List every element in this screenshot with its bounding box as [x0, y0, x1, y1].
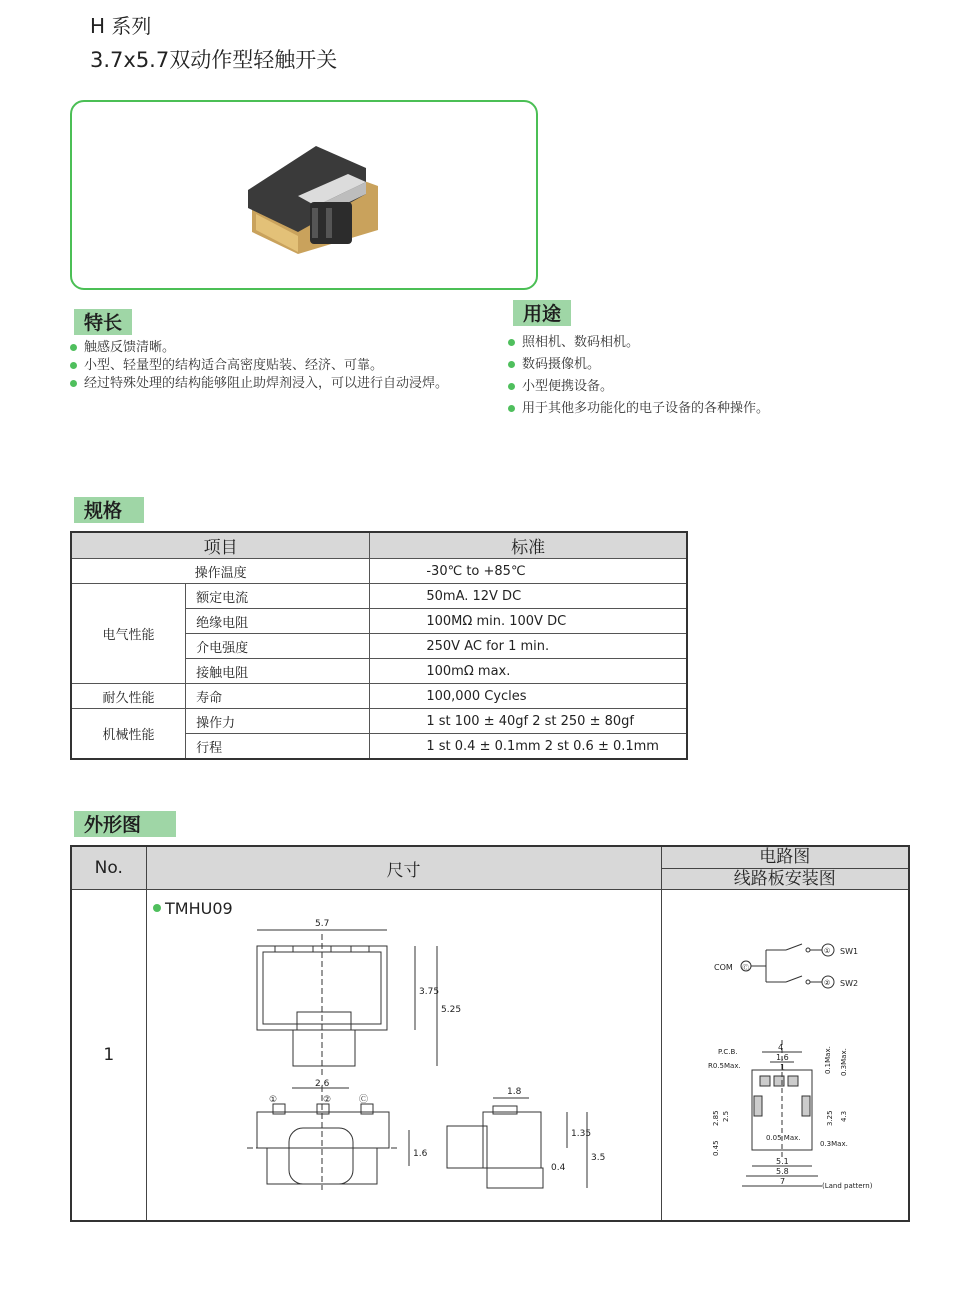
svg-text:5.8: 5.8 [775, 1167, 789, 1176]
spec-label: 寿命 [186, 684, 370, 709]
product-photo [72, 102, 536, 288]
svg-text:2.6: 2.6 [314, 1079, 329, 1089]
svg-text:2.85: 2.85 [711, 1110, 720, 1126]
col-pcb-header: 线路板安装图 [661, 868, 909, 890]
spec-value: 100mΩ max. [370, 659, 687, 684]
spec-label: 介电强度 [186, 634, 370, 659]
svg-text:4: 4 [777, 1043, 783, 1052]
product-photo-frame [70, 100, 538, 290]
spec-label: 绝缘电阻 [186, 609, 370, 634]
svg-text:1.8: 1.8 [506, 1087, 521, 1097]
spec-table [70, 531, 688, 760]
svg-text:0.3Max.: 0.3Max. [839, 1048, 848, 1076]
spec-group: 电气性能 [71, 584, 186, 684]
spec-label: 额定电流 [186, 584, 370, 609]
svg-text:0.05 Max.: 0.05 Max. [765, 1134, 801, 1142]
list-item: 照相机、数码相机。 [508, 332, 928, 354]
svg-text:0.4: 0.4 [550, 1163, 565, 1173]
svg-text:2.5: 2.5 [721, 1110, 730, 1122]
bullet-icon [508, 339, 515, 346]
table-header-row [71, 532, 687, 559]
svg-text:5.25: 5.25 [440, 1005, 461, 1015]
svg-text:3.5: 3.5 [590, 1153, 605, 1163]
dimension-cell [146, 890, 661, 1222]
svg-text:②: ② [322, 1095, 331, 1105]
spec-label: 接触电阻 [186, 659, 370, 684]
list-item: 用于其他多功能化的电子设备的各种操作。 [508, 398, 928, 420]
svg-text:1.6: 1.6 [775, 1053, 789, 1062]
circuit-diagram [741, 944, 834, 988]
spec-value: 100,000 Cycles [370, 684, 687, 709]
table-row [71, 709, 687, 734]
table-row [71, 684, 687, 709]
spec-label: 操作力 [186, 709, 370, 734]
features-heading: 特长 [74, 309, 132, 335]
svg-text:①: ① [823, 947, 830, 955]
svg-text:R0.5Max.: R0.5Max. [707, 1062, 741, 1070]
col-no-header: No. [71, 846, 146, 890]
features-list [70, 339, 500, 393]
table-row [71, 559, 687, 584]
svg-text:Ⓒ: Ⓒ [358, 1095, 368, 1105]
svg-text:②: ② [823, 979, 830, 987]
svg-text:(Land pattern): (Land pattern) [821, 1182, 872, 1190]
circuit-cell [661, 890, 909, 1222]
table-row [71, 890, 909, 1222]
spec-group: 耐久性能 [71, 684, 186, 709]
specs-heading: 规格 [74, 497, 144, 523]
side-view [447, 1098, 587, 1188]
row-number: 1 [71, 890, 146, 1222]
col-dimension-header: 尺寸 [146, 846, 661, 890]
svg-text:P.C.B.: P.C.B. [717, 1048, 737, 1056]
spec-value: 250V AC for 1 min. [370, 634, 687, 659]
bullet-icon [70, 362, 77, 369]
svg-text:SW2: SW2 [839, 979, 858, 988]
bullet-icon [508, 383, 515, 390]
outline-table [70, 845, 910, 1222]
table-row [71, 584, 687, 609]
spec-group: 机械性能 [71, 709, 186, 760]
applications-heading: 用途 [513, 300, 571, 326]
spec-label: 行程 [186, 734, 370, 760]
col-item-header: 项目 [71, 532, 370, 559]
dimension-drawing [147, 890, 660, 1215]
bullet-icon [508, 405, 515, 412]
spec-value: 1 st 0.4 ± 0.1mm 2 st 0.6 ± 0.1mm [370, 734, 687, 760]
bullet-icon [70, 344, 77, 351]
svg-text:7: 7 [779, 1177, 785, 1186]
bullet-icon [70, 380, 77, 387]
svg-text:COM: COM [713, 963, 733, 972]
svg-text:0.45: 0.45 [711, 1140, 720, 1156]
col-standard-header: 标准 [370, 532, 687, 559]
outline-heading: 外形图 [74, 811, 176, 837]
table-header-row [71, 846, 909, 868]
list-item: 小型、轻量型的结构适合高密度贴装、经济、可靠。 [70, 357, 500, 375]
svg-text:①: ① [268, 1095, 277, 1105]
svg-text:4.3: 4.3 [839, 1110, 848, 1122]
list-item: 小型便携设备。 [508, 376, 928, 398]
col-circuit-header: 电路图 [661, 846, 909, 868]
svg-text:1.6: 1.6 [412, 1149, 427, 1159]
spec-value: 50mA. 12V DC [370, 584, 687, 609]
svg-text:1.35: 1.35 [570, 1129, 591, 1139]
svg-text:0.3Max.: 0.3Max. [819, 1140, 848, 1148]
svg-text:SW1: SW1 [839, 947, 858, 956]
top-view [257, 930, 437, 1076]
svg-text:3.25: 3.25 [825, 1110, 834, 1126]
spec-value: -30℃ to +85℃ [370, 559, 687, 584]
spec-label: 操作温度 [71, 559, 370, 584]
circuit-drawing [662, 890, 908, 1215]
product-title: 3.7x5.7双动作型轻触开关 [90, 48, 338, 72]
bullet-icon [153, 904, 161, 912]
list-item: 数码摄像机。 [508, 354, 928, 376]
spec-value: 100MΩ min. 100V DC [370, 609, 687, 634]
svg-text:1: 1 [779, 1063, 785, 1072]
list-item: 经过特殊处理的结构能够阻止助焊剂浸入，可以进行自动浸焊。 [70, 375, 500, 393]
applications-list [508, 332, 928, 420]
bullet-icon [508, 361, 515, 368]
svg-text:5.1: 5.1 [775, 1157, 789, 1166]
svg-text:0.1Max.: 0.1Max. [823, 1046, 832, 1074]
svg-text:3.75: 3.75 [418, 987, 439, 997]
svg-text:5.7: 5.7 [314, 919, 329, 929]
svg-text:Ⓒ: Ⓒ [741, 964, 749, 972]
list-item: 触感反馈清晰。 [70, 339, 500, 357]
model-name: TMHU09 [164, 899, 233, 918]
spec-value: 1 st 100 ± 40gf 2 st 250 ± 80gf [370, 709, 687, 734]
series-label: H 系列 [90, 14, 152, 38]
